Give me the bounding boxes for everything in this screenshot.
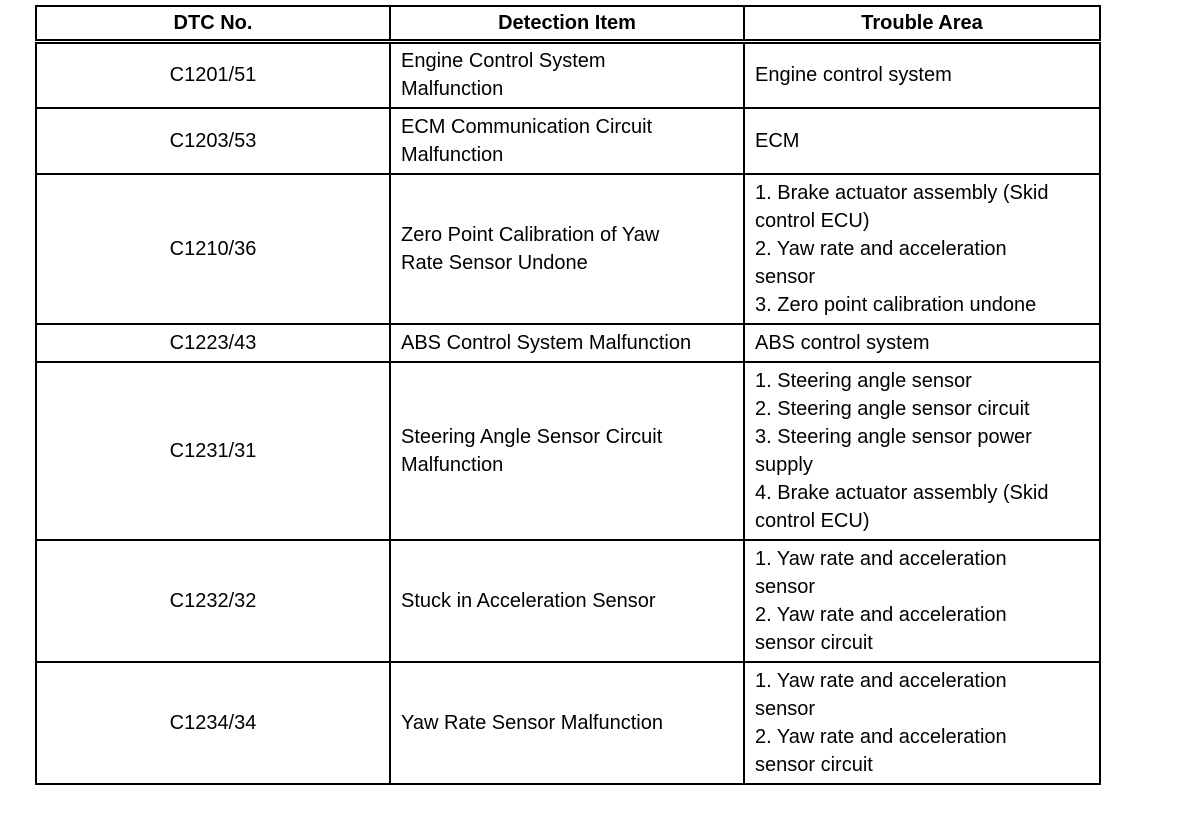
dtc-code-cell: C1223/43 xyxy=(36,324,390,362)
trouble-area-line: control ECU) xyxy=(755,509,870,532)
trouble-area-line: 2. Steering angle sensor circuit xyxy=(755,397,1030,420)
detection-item-line: Zero Point Calibration of Yaw xyxy=(401,223,660,246)
detection-item-line: Engine Control System xyxy=(401,50,606,73)
trouble-area-line: control ECU) xyxy=(755,209,870,232)
dtc-code-cell: C1201/51 xyxy=(36,42,390,108)
header-detection-item: Detection Item xyxy=(390,6,744,42)
table-body xyxy=(36,42,1100,784)
dtc-code-cell: C1210/36 xyxy=(36,174,390,324)
trouble-area-line: sensor xyxy=(755,265,816,288)
trouble-area-line: sensor xyxy=(755,697,816,720)
header-trouble-area: Trouble Area xyxy=(744,6,1100,42)
detection-item-line: Steering Angle Sensor Circuit xyxy=(401,425,663,448)
table-row xyxy=(36,324,1100,362)
trouble-area-line: sensor circuit xyxy=(755,753,873,776)
trouble-area-cell xyxy=(744,174,1100,324)
dtc-code-cell: C1231/31 xyxy=(36,362,390,540)
trouble-area-line: 2. Yaw rate and acceleration xyxy=(755,237,1007,260)
trouble-area-cell xyxy=(744,108,1100,174)
table-row xyxy=(36,662,1100,784)
trouble-area-cell xyxy=(744,540,1100,662)
detection-item-line: ECM Communication Circuit xyxy=(401,115,653,138)
detection-item-line: Malfunction xyxy=(401,143,504,166)
detection-item-cell xyxy=(390,42,744,108)
detection-item-cell xyxy=(390,108,744,174)
table-row xyxy=(36,540,1100,662)
dtc-code-cell: C1232/32 xyxy=(36,540,390,662)
trouble-area-line: supply xyxy=(755,453,813,476)
trouble-area-line: 1. Yaw rate and acceleration xyxy=(755,669,1007,692)
trouble-area-cell xyxy=(744,662,1100,784)
detection-item-cell xyxy=(390,324,744,362)
dtc-code-cell: C1234/34 xyxy=(36,662,390,784)
trouble-area-line: ABS control system xyxy=(755,331,930,354)
trouble-area-line: 1. Brake actuator assembly (Skid xyxy=(755,181,1049,204)
detection-item-line: Yaw Rate Sensor Malfunction xyxy=(401,711,663,734)
detection-item-cell xyxy=(390,362,744,540)
trouble-area-line: ECM xyxy=(755,129,800,152)
trouble-area-line: 2. Yaw rate and acceleration xyxy=(755,725,1007,748)
trouble-area-cell xyxy=(744,42,1100,108)
table-row xyxy=(36,42,1100,108)
table-row xyxy=(36,362,1100,540)
detection-item-line: ABS Control System Malfunction xyxy=(401,331,692,354)
trouble-area-line: 4. Brake actuator assembly (Skid xyxy=(755,481,1049,504)
detection-item-cell xyxy=(390,174,744,324)
trouble-area-line: sensor circuit xyxy=(755,631,873,654)
trouble-area-line: 2. Yaw rate and acceleration xyxy=(755,603,1007,626)
dtc-code-cell: C1203/53 xyxy=(36,108,390,174)
table-header xyxy=(36,6,1100,42)
trouble-area-cell xyxy=(744,362,1100,540)
trouble-area-line: 3. Steering angle sensor power xyxy=(755,425,1032,448)
detection-item-line: Rate Sensor Undone xyxy=(401,251,588,274)
detection-item-line: Malfunction xyxy=(401,78,504,101)
header-dtc-no: DTC No. xyxy=(36,6,390,42)
trouble-area-line: sensor xyxy=(755,575,816,598)
dtc-table xyxy=(35,5,1101,785)
header-row xyxy=(36,6,1100,42)
trouble-area-cell xyxy=(744,324,1100,362)
trouble-area-line: 3. Zero point calibration undone xyxy=(755,293,1037,316)
trouble-area-line: 1. Yaw rate and acceleration xyxy=(755,547,1007,570)
detection-item-line: Malfunction xyxy=(401,453,504,476)
table-row xyxy=(36,174,1100,324)
detection-item-cell xyxy=(390,662,744,784)
detection-item-line: Stuck in Acceleration Sensor xyxy=(401,589,656,612)
detection-item-cell xyxy=(390,540,744,662)
trouble-area-line: Engine control system xyxy=(755,64,952,87)
table-row xyxy=(36,108,1100,174)
trouble-area-line: 1. Steering angle sensor xyxy=(755,369,972,392)
